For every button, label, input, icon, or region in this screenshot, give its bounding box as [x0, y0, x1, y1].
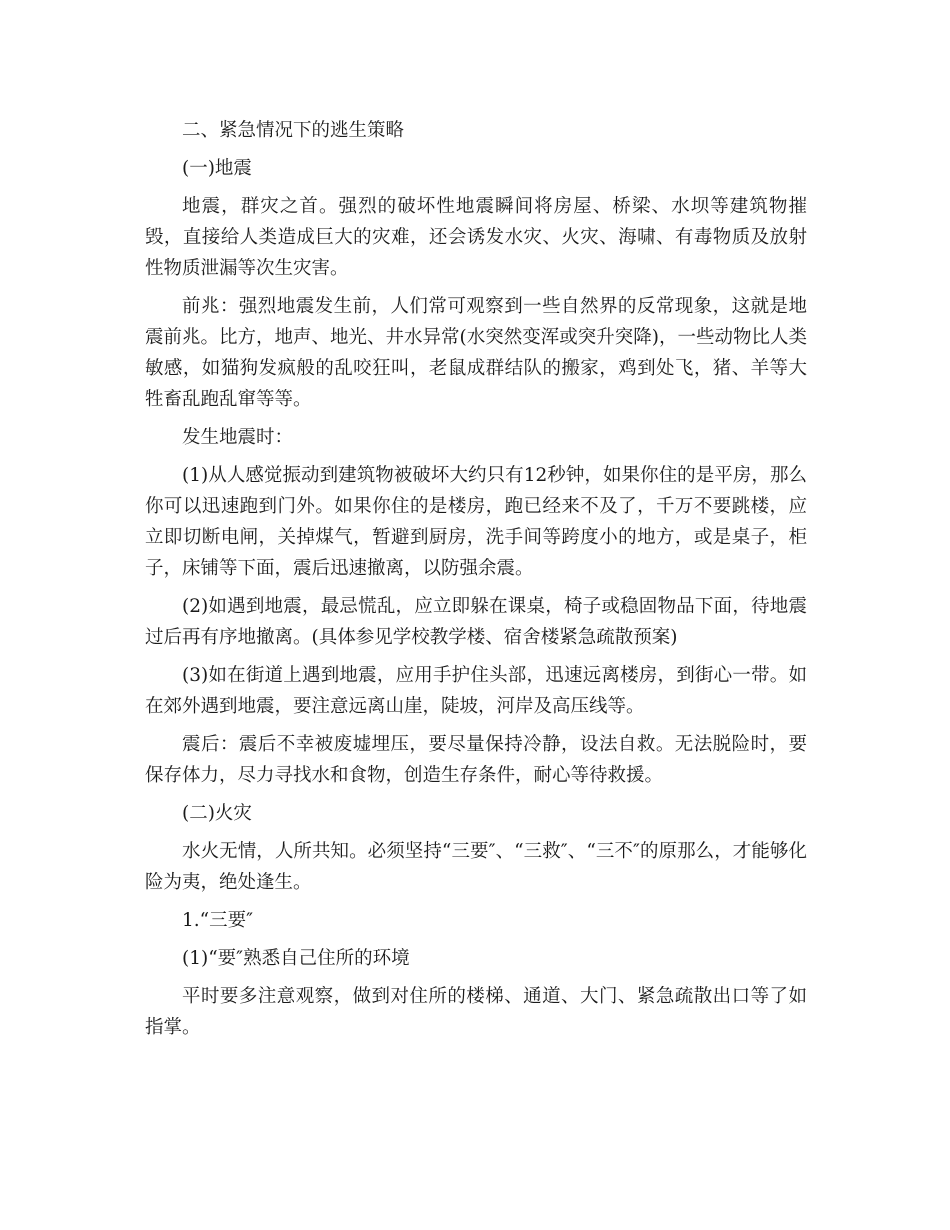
subsection-heading-fire: (二)火灾: [182, 803, 252, 824]
paragraph-earthquake-item-3: (3)如在街道上遇到地震，应用手护住头部，迅速远离楼房，到街心一带。如在郊外遇到地震，要注意远离山崖，陡坡，河岸及高压线等。: [145, 665, 807, 717]
paragraph-observe-exits: 平时要多注意观察，做到对住所的楼梯、通道、大门、紧急疏散出口等了如指掌。: [145, 986, 807, 1038]
subsection-heading-earthquake: (一)地震: [182, 158, 252, 179]
paragraph-earthquake-precursors: 前兆：强烈地震发生前，人们常可观察到一些自然界的反常现象，这就是地震前兆。比方，地声、地光、井水异常(水突然变浑或突升突降)，一些动物比人类敏感，如猫狗发疯般的乱咬狂叫，老鼠成群结队的搬家，鸡到处飞，猪、羊等大牲畜乱跑乱窜等等。: [145, 296, 807, 410]
document-body: [145, 115, 807, 1050]
paragraph-earthquake-item-1: (1)从人感觉振动到建筑物被破坏大约只有12秒钟，如果你住的是平房，那么你可以迅速跑到门外。如果你住的是楼房，跑已经来不及了，千万不要跳楼，应立即切断电闸，关掉煤气，暂避到厨房，洗手间等跨度小的地方，或是桌子，柜子，床铺等下面，震后迅速撤离，以防强余震。: [145, 465, 807, 579]
section-heading-escape-strategies: 二、紧急情况下的逃生策略: [182, 120, 405, 141]
paragraph-after-earthquake: 震后：震后不幸被废墟埋压，要尽量保持冷静，设法自救。无法脱险时，要保存体力，尽力寻找水和食物，创造生存条件，耐心等待救援。: [145, 734, 807, 786]
paragraph-during-earthquake: 发生地震时：: [182, 427, 294, 448]
heading-must-know-environment: (1)“要″熟悉自己住所的环境: [182, 948, 410, 969]
paragraph-earthquake-intro: 地震，群灾之首。强烈的破坏性地震瞬间将房屋、桥梁、水坝等建筑物摧毁，直接给人类造成巨大的灾难，还会诱发水灾、火灾、海啸、有毒物质及放射性物质泄漏等次生灾害。: [145, 196, 807, 279]
paragraph-fire-principles: 水火无情，人所共知。必须坚持“三要″、“三救″、“三不″的原那么，才能够化险为夷，绝处逢生。: [145, 841, 807, 893]
paragraph-earthquake-item-2: (2)如遇到地震，最忌慌乱，应立即躲在课桌，椅子或稳固物品下面，待地震过后再有序地撤离。(具体参见学校教学楼、宿舍楼紧急疏散预案): [145, 596, 807, 648]
heading-three-musts: 1.“三要″: [182, 910, 254, 931]
